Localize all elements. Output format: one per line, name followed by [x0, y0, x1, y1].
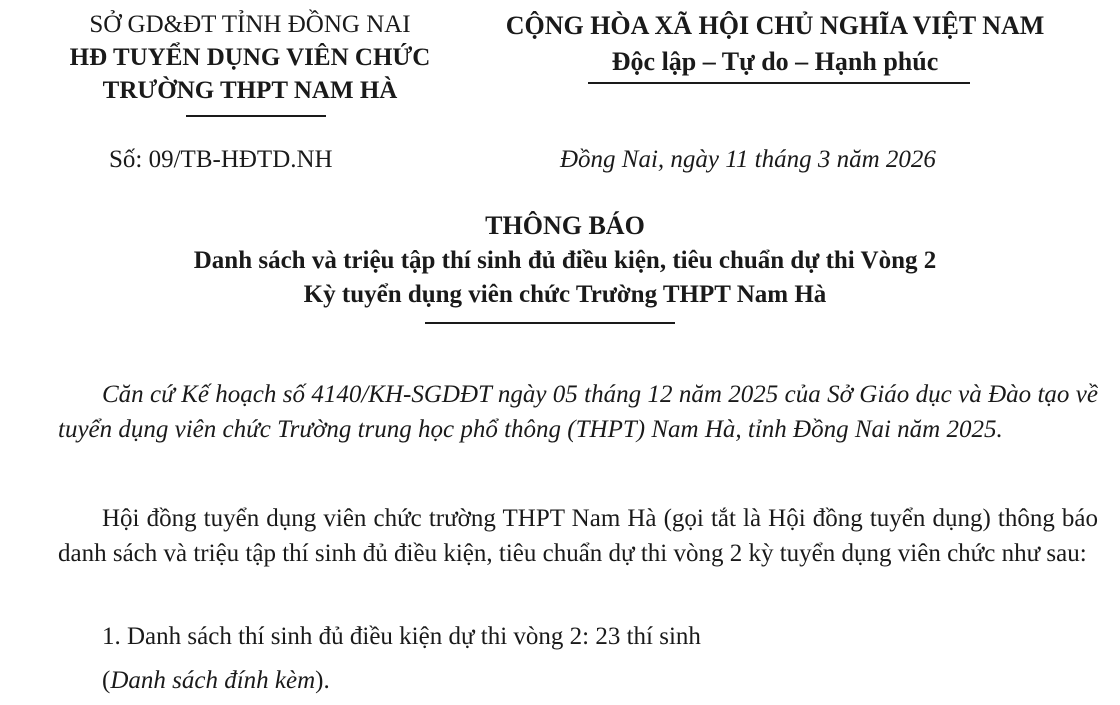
attachment-note [58, 664, 1098, 699]
motto-underline [588, 82, 970, 84]
national-motto-header [470, 8, 1080, 80]
title-underline [425, 322, 675, 324]
document-reference-number: Số: 09/TB-HĐTD.NH [109, 146, 333, 173]
legal-basis-paragraph: Căn cứ Kế hoạch số 4140/KH-SGDĐT ngày 05 tháng 12 năm 2025 của Sở Giáo dục và Đào tạo về tuyển dụng viên chức Trường trung học phổ thông (THPT) Nam Hà, tỉnh Đồng Nai năm 2025. [58, 381, 1098, 443]
national-title: CỘNG HÒA XÃ HỘI CHỦ NGHĨA VIỆT NAM [505, 11, 1045, 40]
document-subject-line-2: Kỳ tuyển dụng viên chức Trường THPT Nam Hà [303, 281, 827, 308]
announcement-paragraph: Hội đồng tuyển dụng viên chức trường THPT Nam Hà (gọi tắt là Hội đồng tuyển dụng) thông báo danh sách và triệu tập thí sinh đủ điều kiện, tiêu chuẩn dự thi vòng 2 kỳ tuyển dụng viên chức như sau: [58, 505, 1098, 567]
document-subject: Danh sách và triệu tập thí sinh đủ điều kiện, tiêu chuẩn dự thi Vòng 2 [193, 247, 937, 274]
agency-underline [186, 115, 326, 117]
document-title: THÔNG BÁO [485, 211, 645, 240]
candidate-list-item: 1. Danh sách thí sinh đủ điều kiện dự thi vòng 2: 23 thí sinh [102, 623, 701, 650]
document-title-block [40, 208, 1090, 312]
agency-school: TRƯỜNG THPT NAM HÀ [102, 77, 398, 104]
agency-department: SỞ GD&ĐT TỈNH ĐỒNG NAI [89, 11, 411, 38]
document-place-date: Đồng Nai, ngày 11 tháng 3 năm 2026 [560, 146, 936, 173]
issuing-agency-header [40, 8, 460, 107]
attachment-note-close: ). [315, 667, 330, 694]
national-motto: Độc lập – Tự do – Hạnh phúc [611, 47, 939, 76]
attachment-note-text: Danh sách đính kèm [110, 667, 316, 694]
attachment-note-open: ( [102, 667, 111, 694]
agency-council: HĐ TUYỂN DỤNG VIÊN CHỨC [69, 44, 431, 71]
